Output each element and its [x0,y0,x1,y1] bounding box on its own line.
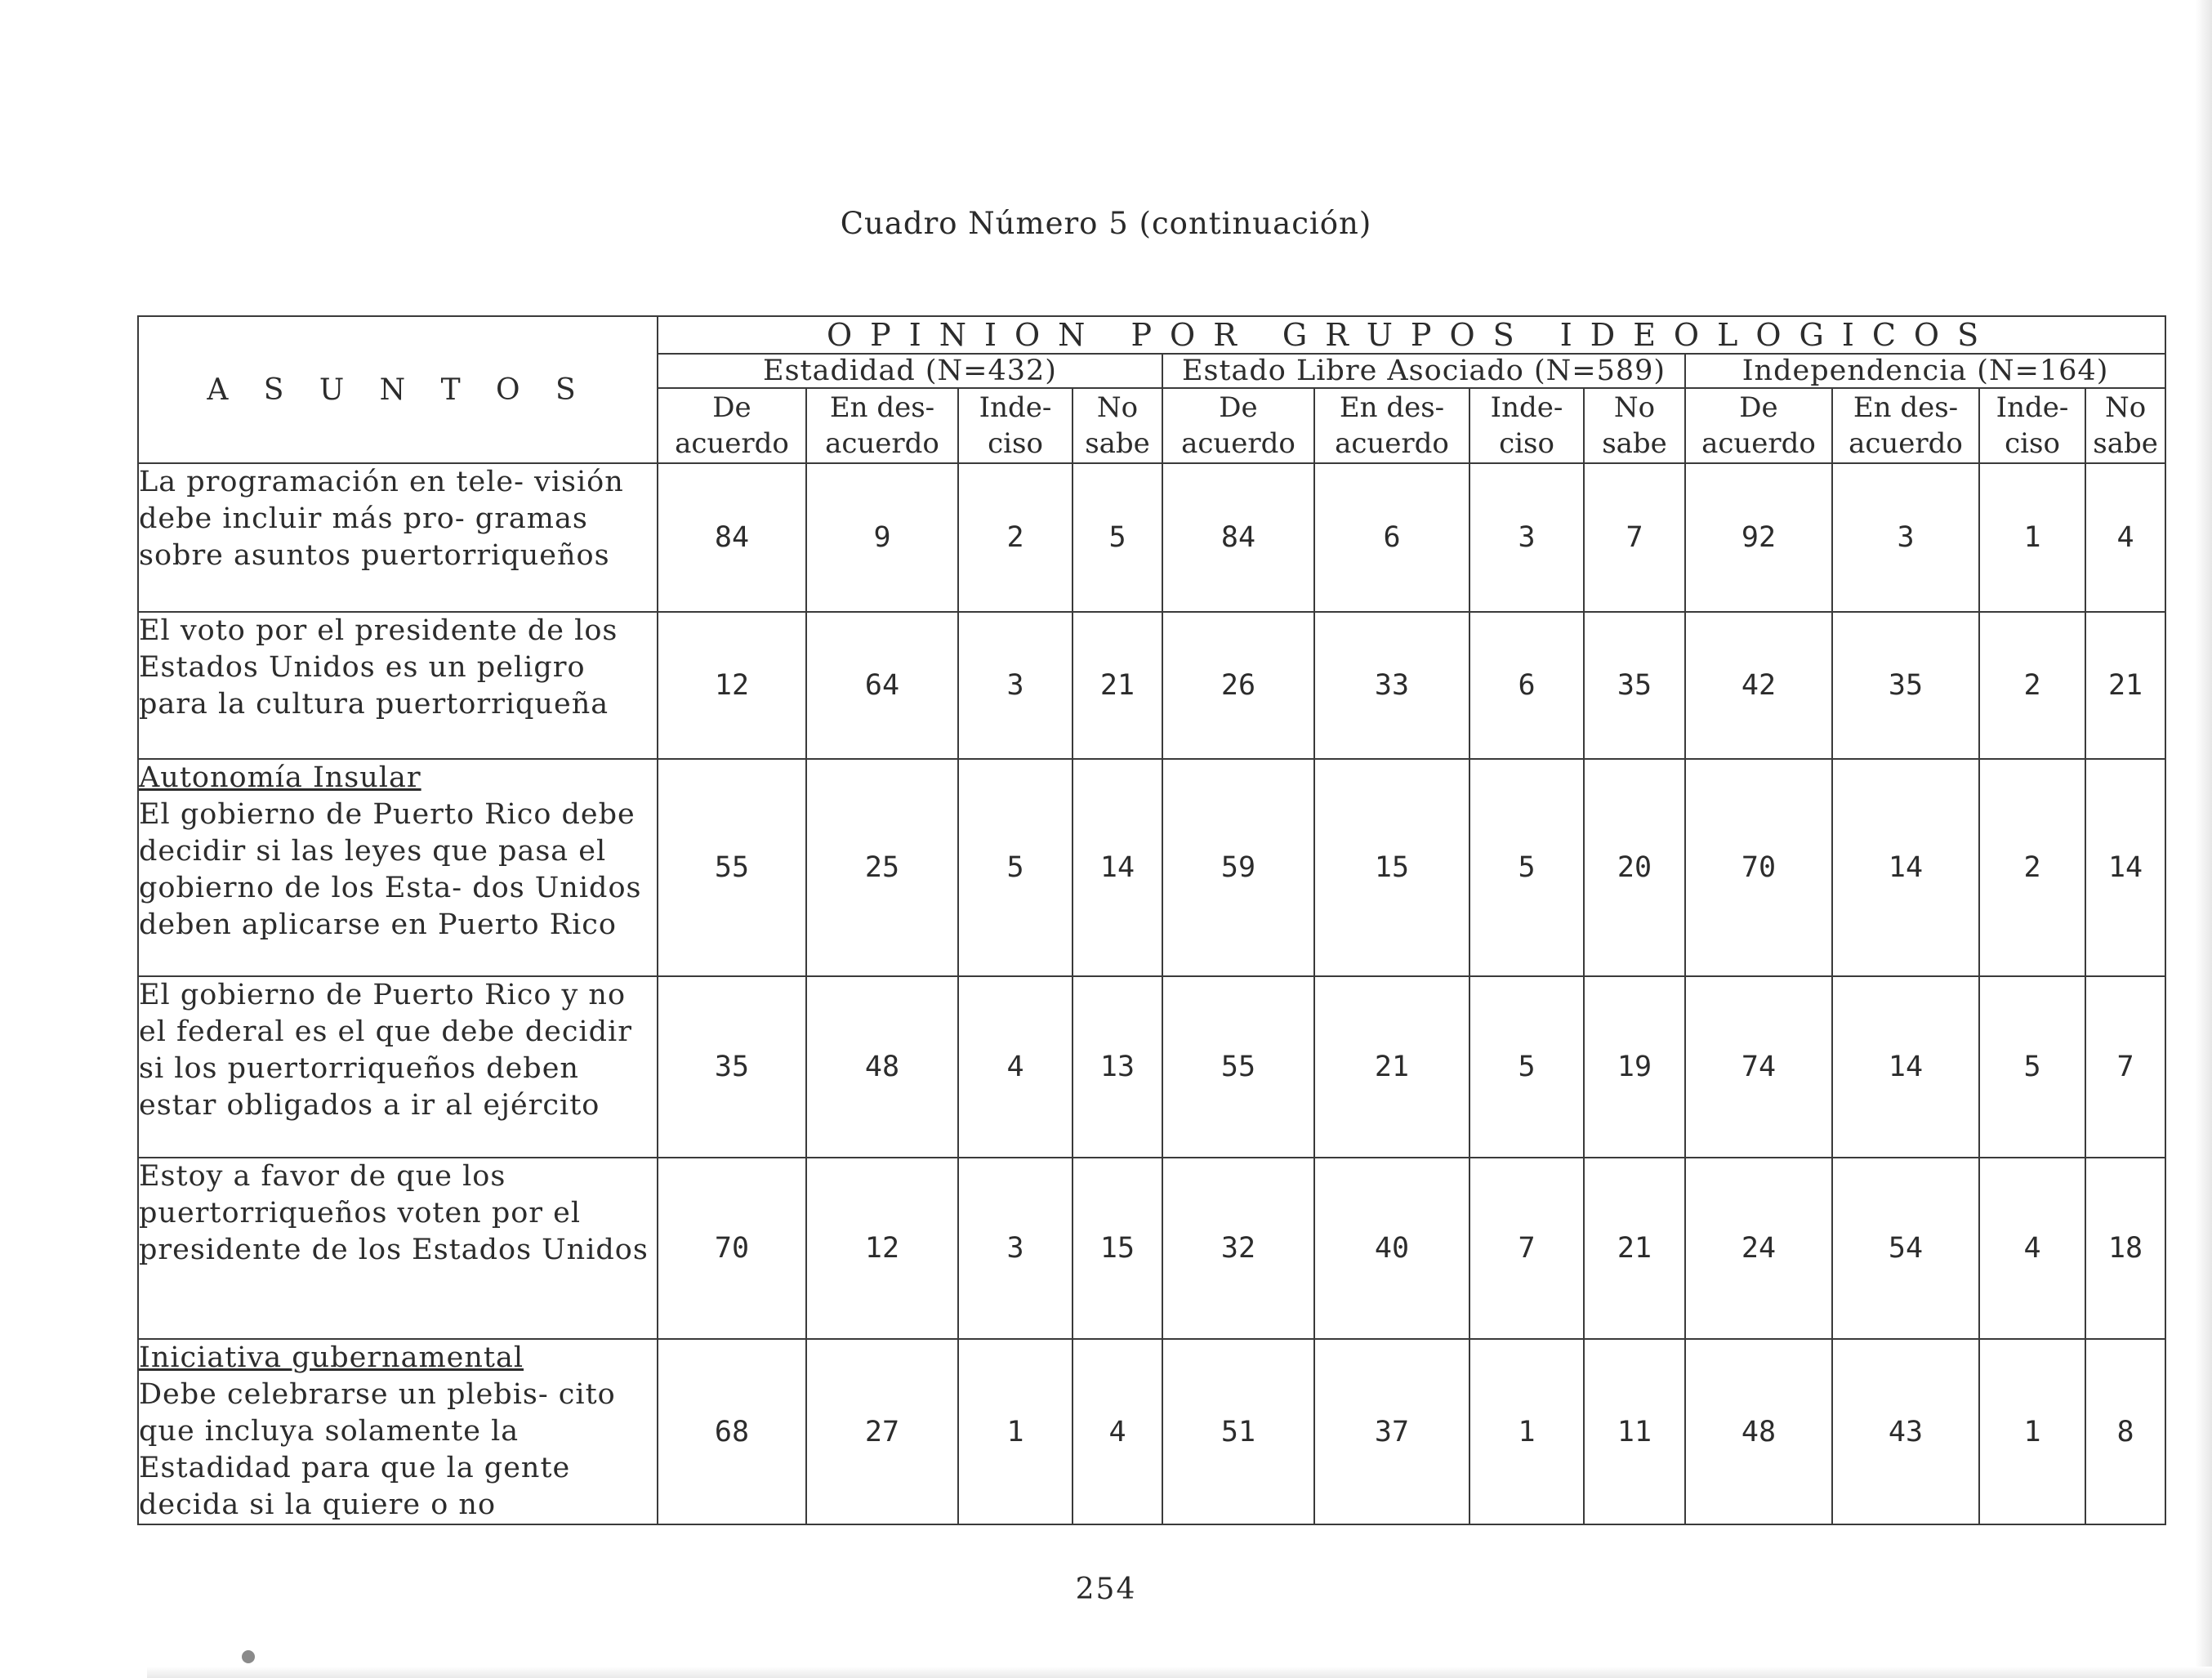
group-header-independencia: Independencia (N=164) [1685,354,2165,388]
percent-cell: 1 [1979,1339,2085,1524]
percent-cell: 3 [958,1158,1073,1339]
percent-cell: 21 [1584,1158,1685,1339]
subheader-indeciso: Inde- ciso [1469,388,1584,463]
subheader-de-acuerdo: De acuerdo [1685,388,1832,463]
percent-cell: 32 [1162,1158,1314,1339]
percent-cell: 55 [1162,976,1314,1158]
issue-section-heading: Iniciativa gubernamental [139,1341,524,1374]
table-row [138,463,2165,612]
group-header-ela: Estado Libre Asociado (N=589) [1162,354,1685,388]
percent-cell: 26 [1162,612,1314,759]
percent-cell: 55 [658,759,806,976]
percent-cell: 21 [2085,612,2165,759]
table-row [138,1339,2165,1524]
table-row [138,976,2165,1158]
percent-cell: 25 [806,759,958,976]
subheader-en-desacuerdo: En des- acuerdo [1314,388,1469,463]
percent-cell: 4 [1979,1158,2085,1339]
percent-cell: 2 [958,463,1073,612]
subheader-indeciso: Inde- ciso [1979,388,2085,463]
percent-cell: 7 [1469,1158,1584,1339]
percent-cell: 9 [806,463,958,612]
percent-cell: 70 [658,1158,806,1339]
percent-cell: 7 [1584,463,1685,612]
issue-cell [138,1158,658,1339]
percent-cell: 43 [1832,1339,1979,1524]
subheader-no-sabe: No sabe [1584,388,1685,463]
percent-cell: 40 [1314,1158,1469,1339]
table-row [138,1158,2165,1339]
percent-cell: 4 [1073,1339,1162,1524]
subheader-no-sabe: No sabe [2085,388,2165,463]
percent-cell: 19 [1584,976,1685,1158]
percent-cell: 35 [658,976,806,1158]
percent-cell: 5 [1469,976,1584,1158]
percent-cell: 20 [1584,759,1685,976]
percent-cell: 37 [1314,1339,1469,1524]
subheader-no-sabe: No sabe [1073,388,1162,463]
percent-cell: 70 [1685,759,1832,976]
subheader-indeciso: Inde- ciso [958,388,1073,463]
issue-cell [138,463,658,612]
percent-cell: 2 [1979,612,2085,759]
percent-cell: 6 [1314,463,1469,612]
percent-cell: 4 [958,976,1073,1158]
subheader-de-acuerdo: De acuerdo [658,388,806,463]
percent-cell: 3 [1832,463,1979,612]
percent-cell: 1 [958,1339,1073,1524]
issue-text: Debe celebrarse un plebis- cito que incluya solamente la Estadidad para que la gente decida si la quiere o no [139,1378,616,1521]
opinion-table [137,315,2166,1525]
issue-text: El gobierno de Puerto Rico y no el federal es el que debe decidir si los puertorriqueños deben estar obligados a ir al ejército [139,979,632,1122]
percent-cell: 12 [806,1158,958,1339]
percent-cell: 4 [2085,463,2165,612]
percent-cell: 21 [1073,612,1162,759]
percent-cell: 21 [1314,976,1469,1158]
table-row [138,759,2165,976]
percent-cell: 33 [1314,612,1469,759]
percent-cell: 68 [658,1339,806,1524]
percent-cell: 15 [1073,1158,1162,1339]
issue-cell [138,1339,658,1524]
page-bottom-shadow [147,1667,2212,1678]
issue-text: El gobierno de Puerto Rico debe decidir si las leyes que pasa el gobierno de los Esta- dos Unidos deben aplicarse en Puerto Rico [139,798,642,941]
percent-cell: 18 [2085,1158,2165,1339]
issue-text: La programación en tele- visión debe incluir más pro- gramas sobre asuntos puertorriqueños [139,466,624,572]
percent-cell: 6 [1469,612,1584,759]
percent-cell: 14 [1073,759,1162,976]
percent-cell: 11 [1584,1339,1685,1524]
issue-cell [138,759,658,976]
percent-cell: 8 [2085,1339,2165,1524]
percent-cell: 35 [1584,612,1685,759]
percent-cell: 3 [958,612,1073,759]
percent-cell: 3 [1469,463,1584,612]
percent-cell: 5 [1469,759,1584,976]
table-row [138,612,2165,759]
opinion-super-header: OPINION POR GRUPOS IDEOLOGICOS [658,316,2165,354]
page-number: 254 [1075,1573,1137,1606]
subheader-en-desacuerdo: En des- acuerdo [806,388,958,463]
issue-cell [138,612,658,759]
subheader-de-acuerdo: De acuerdo [1162,388,1314,463]
percent-cell: 24 [1685,1158,1832,1339]
issue-text: El voto por el presidente de los Estados Unidos es un peligro para la cultura puertorriqueña [139,614,618,721]
percent-cell: 12 [658,612,806,759]
percent-cell: 1 [1979,463,2085,612]
percent-cell: 54 [1832,1158,1979,1339]
percent-cell: 5 [1073,463,1162,612]
table-header [138,316,2165,463]
table-title: Cuadro Número 5 (continuación) [840,206,1372,241]
percent-cell: 14 [1832,759,1979,976]
percent-cell: 51 [1162,1339,1314,1524]
percent-cell: 27 [806,1339,958,1524]
subheader-en-desacuerdo: En des- acuerdo [1832,388,1979,463]
percent-cell: 42 [1685,612,1832,759]
percent-cell: 5 [1979,976,2085,1158]
percent-cell: 59 [1162,759,1314,976]
percent-cell: 14 [1832,976,1979,1158]
percent-cell: 35 [1832,612,1979,759]
percent-cell: 7 [2085,976,2165,1158]
ink-smudge [242,1650,255,1663]
page-edge-shadow [2196,0,2212,1678]
issue-section-heading: Autonomía Insular [139,761,421,794]
percent-cell: 14 [2085,759,2165,976]
percent-cell: 92 [1685,463,1832,612]
percent-cell: 48 [1685,1339,1832,1524]
percent-cell: 84 [658,463,806,612]
issue-text: Estoy a favor de que los puertorriqueños voten por el presidente de los Estados Unidos [139,1160,649,1266]
issue-cell [138,976,658,1158]
percent-cell: 84 [1162,463,1314,612]
percent-cell: 74 [1685,976,1832,1158]
percent-cell: 2 [1979,759,2085,976]
group-header-estadidad: Estadidad (N=432) [658,354,1162,388]
percent-cell: 15 [1314,759,1469,976]
asuntos-header: A S U N T O S [138,316,658,463]
percent-cell: 1 [1469,1339,1584,1524]
percent-cell: 5 [958,759,1073,976]
percent-cell: 64 [806,612,958,759]
table-body [138,463,2165,1524]
percent-cell: 13 [1073,976,1162,1158]
percent-cell: 48 [806,976,958,1158]
